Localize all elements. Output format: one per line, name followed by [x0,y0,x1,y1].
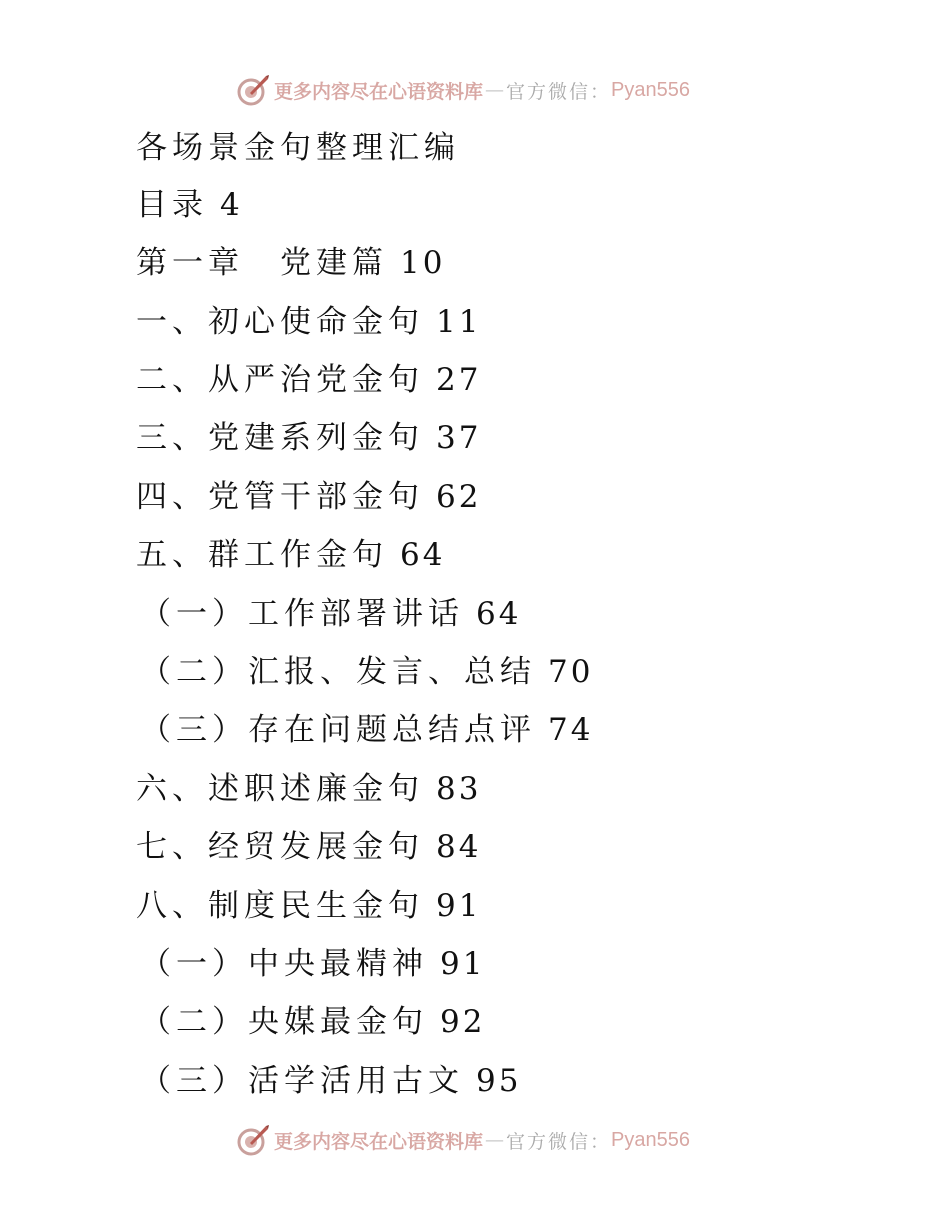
toc-page-number: 4 [220,187,243,223]
toc-page-number: 37 [436,420,482,456]
header-watermark [236,72,690,108]
watermark-dash: — [485,79,505,101]
watermark-dash: — [485,1129,505,1151]
toc-page-number: 74 [548,712,594,748]
watermark-wechat-label: 官方微信： [506,80,612,103]
watermark-wechat-id: Pyan556 [611,1128,690,1151]
toc-entry: （二）汇报、发言、总结 70 [140,654,594,690]
watermark-brand-text: 更多内容尽在心语资料库 [274,80,484,103]
toc-page-number: 83 [436,771,482,807]
toc-page-number: 91 [440,946,486,982]
toc-page-number: 70 [548,654,594,690]
toc-page-number: 64 [400,537,446,573]
quill-logo-icon [236,73,270,107]
toc-entry: 八、制度民生金句 91 [136,888,482,924]
toc-page-number: 64 [476,596,522,632]
toc-entry: 二、从严治党金句 27 [136,362,482,398]
toc-entry: （三）存在问题总结点评 74 [140,712,594,748]
toc-page-number: 91 [436,888,482,924]
toc-page-number: 27 [436,362,482,398]
quill-logo-icon [236,1123,270,1157]
toc-entry: （二）央媒最金句 92 [140,1004,486,1040]
toc-entry: （一）中央最精神 91 [140,946,486,982]
toc-entry: （一）工作部署讲话 64 [140,596,522,632]
toc-page-number: 10 [400,245,446,281]
toc-entry: 一、初心使命金句 11 [136,304,482,340]
watermark-wechat-id: Pyan556 [611,78,690,101]
toc-page-number: 95 [476,1063,522,1099]
toc-entry: 七、经贸发展金句 84 [136,829,482,865]
footer-watermark [236,1122,690,1158]
toc-page-number: 11 [436,304,482,340]
toc-entry: 第一章 党建篇 10 [136,245,446,281]
toc-page-number: 62 [436,479,482,515]
toc-entry: 四、党管干部金句 62 [136,479,482,515]
toc-entry: 三、党建系列金句 37 [136,420,482,456]
toc-page-number: 84 [436,829,482,865]
toc-entry: 六、述职述廉金句 83 [136,771,482,807]
toc-entry: 五、群工作金句 64 [136,537,446,573]
toc-entry: （三）活学活用古文 95 [140,1063,522,1099]
watermark-brand-text: 更多内容尽在心语资料库 [274,1130,484,1153]
watermark-wechat-label: 官方微信： [506,1130,612,1153]
toc-page-number: 92 [440,1004,486,1040]
toc-entry: 目录 4 [136,187,243,223]
document-title: 各场景金句整理汇编 [136,130,460,166]
